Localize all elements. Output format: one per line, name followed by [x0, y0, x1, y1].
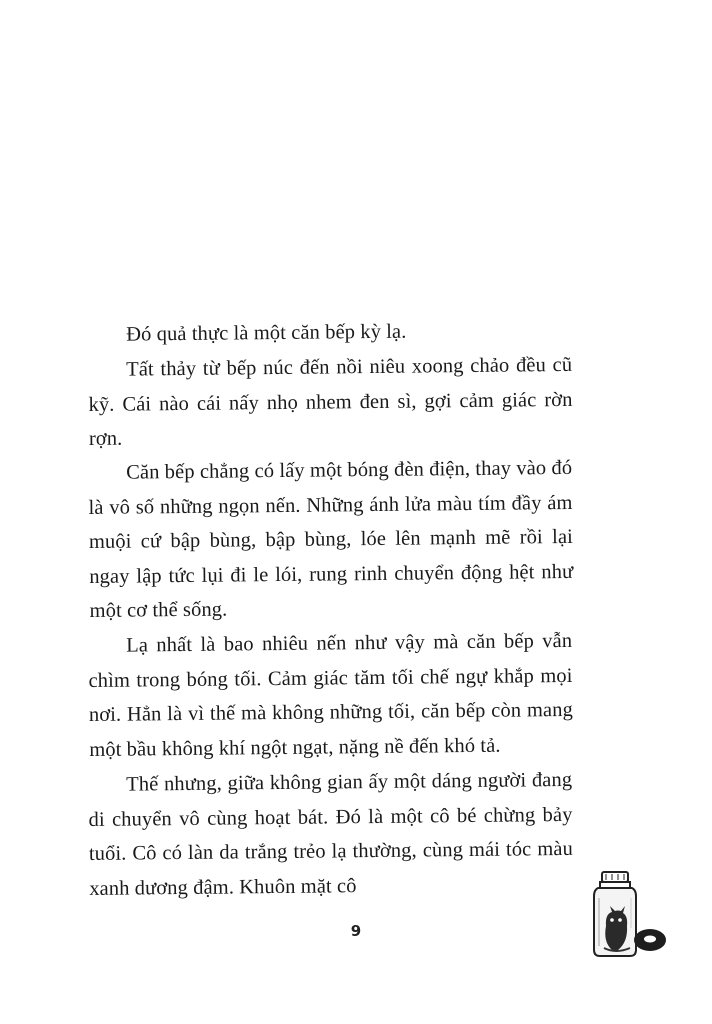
- page-number: 9: [350, 922, 362, 940]
- paragraph-3: Căn bếp chẳng có lấy một bóng đèn điện, thay vào đó là vô số những ngọn nến. Những ánh lửa màu tím đầy ám muội cứ bập bùng, bập bùng, lóe lên mạnh mẽ rồi lại ngay lập tức lụi đi le lói, rung rinh chuyển động hệt như một cơ thể sống.: [88, 457, 574, 623]
- paragraph-4: Lạ nhất là bao nhiêu nến như vậy mà căn bếp vẫn chìm trong bóng tối. Cảm giác tăm tối chế ngự khắp mọi nơi. Hẳn là vì thế mà không những tối, căn bếp còn mang một bầu không khí ngột ngạt, nặng nề đến khó tả.: [88, 630, 573, 762]
- body-text: [88, 318, 572, 906]
- paragraph-2: Tất thảy từ bếp núc đến nồi niêu xoong chảo đều cũ kỹ. Cái nào cái nấy nhọ nhem đen sì, gợi cảm giác rờn rợn.: [88, 353, 573, 450]
- jar-illustration-icon: [590, 868, 670, 964]
- paragraph-5: Thế nhưng, giữa không gian ấy một dáng người đang di chuyển vô cùng hoạt bát. Đó là một cô bé chừng bảy tuổi. Cô có làn da trắng trẻo lạ thường, cùng mái tóc màu xanh dương đậm. Khuôn mặt cô: [88, 768, 573, 900]
- paragraph-1: Đó quả thực là một căn bếp kỳ lạ.: [126, 320, 407, 346]
